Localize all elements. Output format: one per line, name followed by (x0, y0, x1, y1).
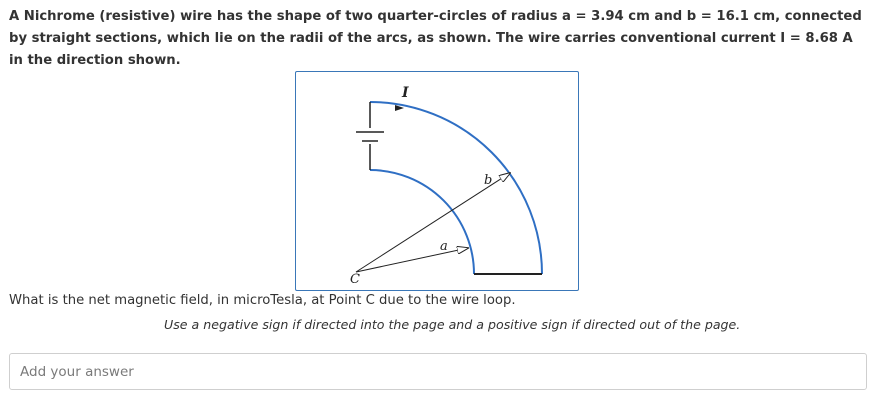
outer-arc (370, 102, 542, 274)
wire-loop-diagram (296, 72, 580, 292)
radius-a-line (356, 248, 468, 272)
question-prompt: What is the net magnetic field, in microTesla, at Point C due to the wire loop. (9, 293, 516, 308)
current-label: I (402, 85, 409, 101)
sign-convention-hint: Use a negative sign if directed into the page and a positive sign if directed out of the page. (164, 317, 741, 332)
answer-input[interactable] (9, 353, 867, 390)
inner-arc (370, 170, 474, 274)
question-text: A Nichrome (resistive) wire has the shape of two quarter-circles of radius a = 3.94 cm and b = 16.1 cm, connected by straight sections, which lie on the radii of the arcs, as shown. The wire carries conventional current I = 8.68 A in the direction shown. (9, 9, 862, 68)
center-point-label: C (350, 272, 360, 287)
radius-b-label: b (484, 173, 493, 188)
radius-a-label: a (440, 239, 448, 254)
wire-loop-figure (295, 71, 579, 291)
